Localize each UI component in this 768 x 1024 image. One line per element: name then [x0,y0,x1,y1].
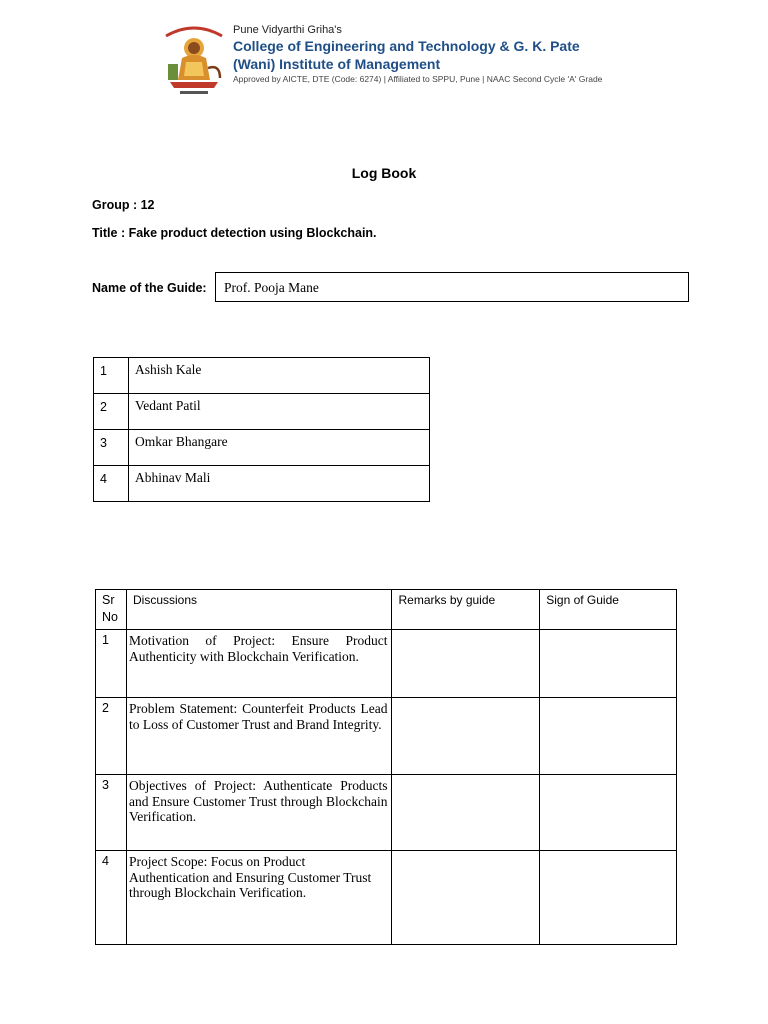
member-name: Omkar Bhangare [129,430,430,466]
row-sign [540,698,677,775]
row-remarks [392,630,540,698]
table-row [94,394,430,430]
row-remarks [392,851,540,945]
member-name: Abhinav Mali [129,466,430,502]
header-sr-no: Sr No [96,590,127,630]
table-header-row [96,590,677,630]
table-row [94,430,430,466]
row-discussion: Problem Statement: Counterfeit Products Lead to Loss of Customer Trust and Brand Integrity. [126,698,392,775]
row-sign [540,851,677,945]
members-table [93,357,430,502]
row-discussion: Objectives of Project: Authenticate Products and Ensure Customer Trust through Blockchain Verification. [126,775,392,851]
header-remarks: Remarks by guide [392,590,540,630]
header-sign: Sign of Guide [540,590,677,630]
guide-label: Name of the Guide: [92,281,207,295]
org-line: Pune Vidyarthi Griha's [233,24,342,36]
row-sr: 2 [96,698,127,775]
row-remarks [392,775,540,851]
letterhead [233,24,602,85]
project-title-line: Title : Fake product detection using Blockchain. [92,226,377,240]
member-number: 4 [94,466,129,502]
table-row [94,358,430,394]
row-remarks [392,698,540,775]
college-name-line2: (Wani) Institute of Management [233,56,441,72]
table-row [94,466,430,502]
member-name: Vedant Patil [129,394,430,430]
row-sr: 3 [96,775,127,851]
table-row [96,698,677,775]
table-row [96,775,677,851]
college-name-line1: College of Engineering and Technology & G. K. Pate [233,38,580,54]
group-line: Group : 12 [92,198,155,212]
log-table [95,589,677,945]
row-sr: 1 [96,630,127,698]
header-discussions: Discussions [126,590,392,630]
table-row [96,851,677,945]
member-name: Ashish Kale [129,358,430,394]
member-number: 1 [94,358,129,394]
row-sign [540,630,677,698]
member-number: 2 [94,394,129,430]
approval-line: Approved by AICTE, DTE (Code: 6274) | Affiliated to SPPU, Pune | NAAC Second Cycle 'A' Grade [233,74,603,84]
row-sign [540,775,677,851]
row-sr: 4 [96,851,127,945]
table-row [96,630,677,698]
row-discussion: Motivation of Project: Ensure Product Authenticity with Blockchain Verification. [126,630,392,698]
row-discussion: Project Scope: Focus on Product Authentication and Ensuring Customer Trust through Blockchain Verification. [126,851,392,945]
guide-name-field: Prof. Pooja Mane [215,272,689,302]
college-emblem-logo [160,18,228,96]
member-number: 3 [94,430,129,466]
document-title: Log Book [351,165,417,181]
